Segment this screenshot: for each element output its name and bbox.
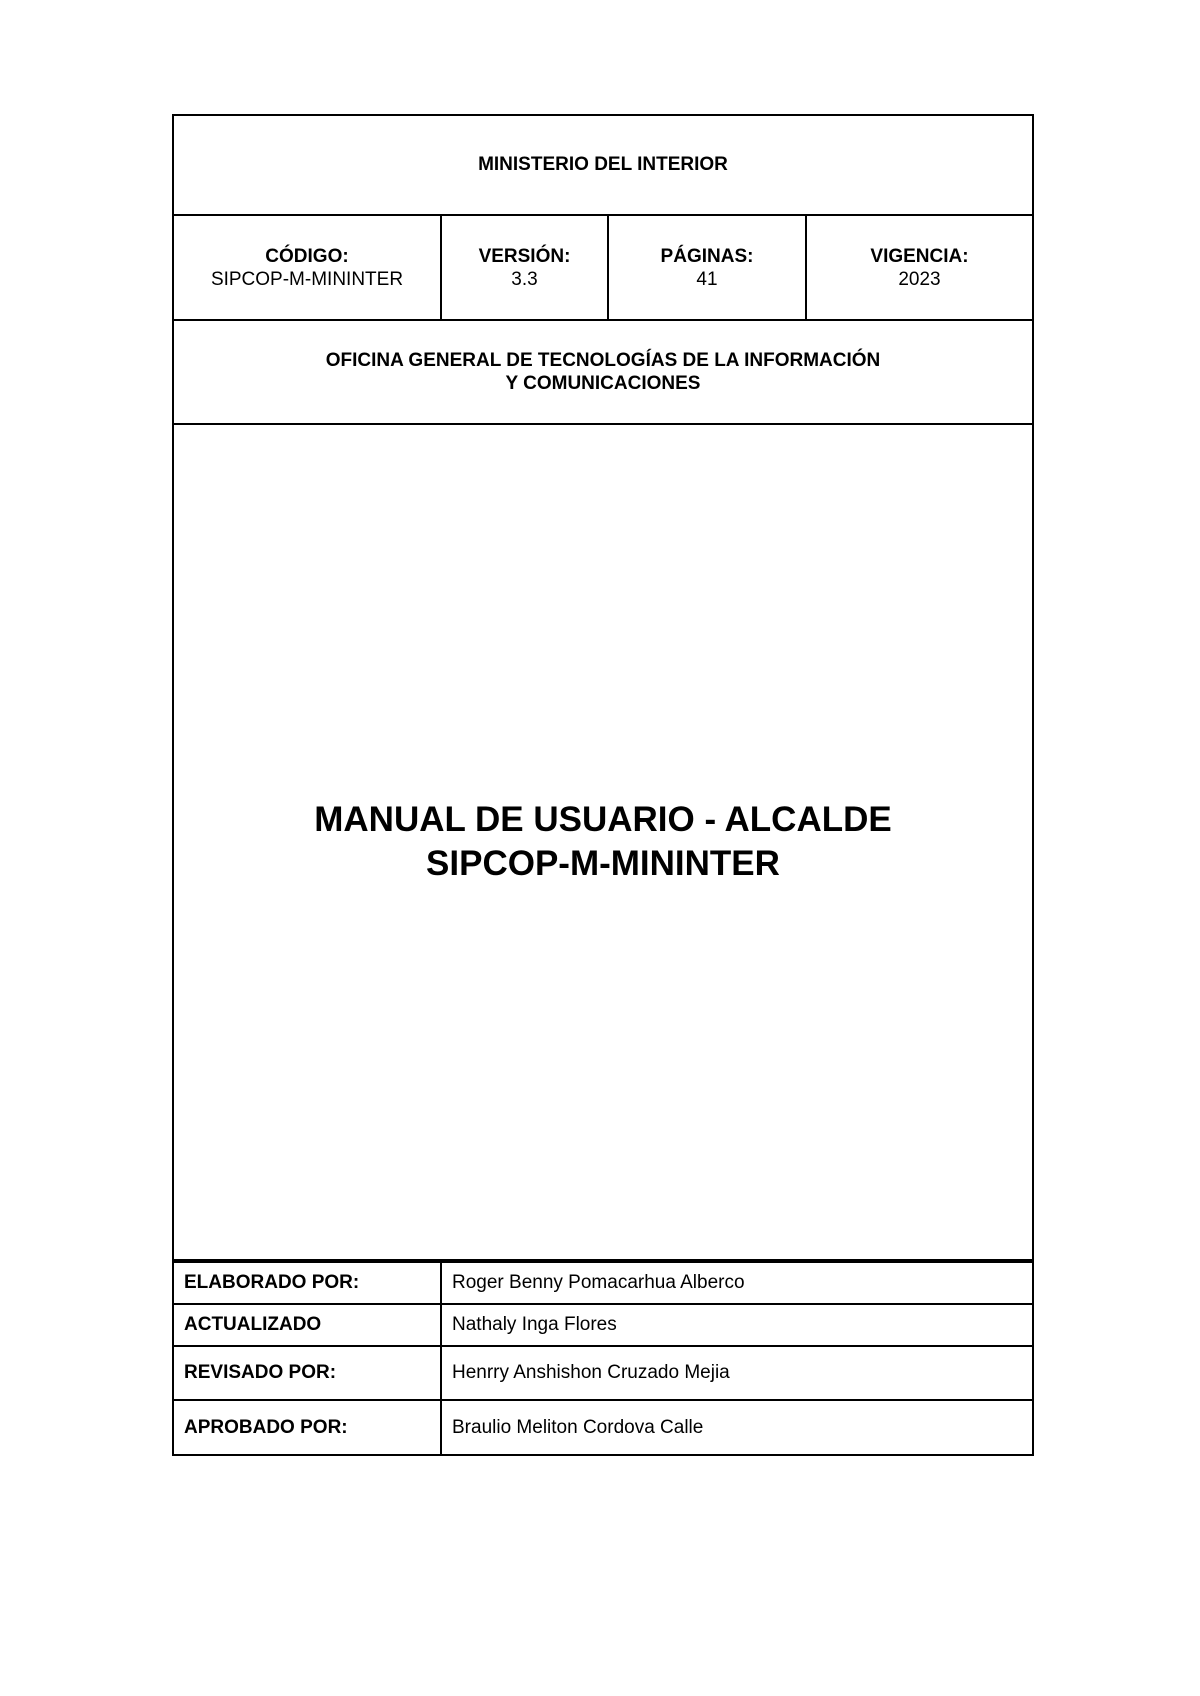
signature-label: APROBADO POR:: [173, 1400, 441, 1455]
document-title-area: [174, 425, 1032, 1259]
version-label: VERSIÓN:: [478, 245, 571, 267]
office-line-2: Y COMUNICACIONES: [505, 373, 701, 394]
code-cell: [174, 216, 442, 319]
signature-label: ELABORADO POR:: [173, 1262, 441, 1304]
document-cover: [172, 114, 1034, 1456]
signatures-table: [172, 1261, 1034, 1456]
code-value: SIPCOP-M-MININTER: [210, 268, 404, 290]
document-title-line-1: MANUAL DE USUARIO - ALCALDE: [314, 800, 892, 839]
signature-row-approved: [173, 1400, 1033, 1455]
signature-name: Roger Benny Pomacarhua Alberco: [441, 1262, 1033, 1304]
code-label: CÓDIGO:: [265, 245, 349, 267]
ministry-name: MINISTERIO DEL INTERIOR: [478, 154, 728, 175]
validity-label: VIGENCIA:: [870, 245, 969, 267]
version-cell: [442, 216, 609, 319]
signature-label: ACTUALIZADO: [173, 1304, 441, 1346]
signature-label: REVISADO POR:: [173, 1346, 441, 1400]
signature-name: Henrry Anshishon Cruzado Mejia: [441, 1346, 1033, 1400]
validity-cell: [807, 216, 1032, 319]
validity-value: 2023: [898, 268, 941, 290]
document-meta-row: [174, 216, 1032, 321]
signature-name: Braulio Meliton Cordova Calle: [441, 1400, 1033, 1455]
office-header: [174, 321, 1032, 425]
signature-row-reviewed: [173, 1346, 1033, 1400]
ministry-header: [174, 116, 1032, 216]
document-title-line-2: SIPCOP-M-MININTER: [426, 844, 780, 883]
pages-label: PÁGINAS:: [660, 245, 754, 267]
version-value: 3.3: [511, 268, 538, 290]
signature-row-updated: [173, 1304, 1033, 1346]
pages-cell: [609, 216, 807, 319]
office-line-1: OFICINA GENERAL DE TECNOLOGÍAS DE LA INFORMACIÓN: [325, 350, 881, 371]
cover-frame: [172, 114, 1034, 1261]
pages-value: 41: [696, 268, 718, 290]
signature-row-prepared: [173, 1262, 1033, 1304]
signature-name: Nathaly Inga Flores: [441, 1304, 1033, 1346]
